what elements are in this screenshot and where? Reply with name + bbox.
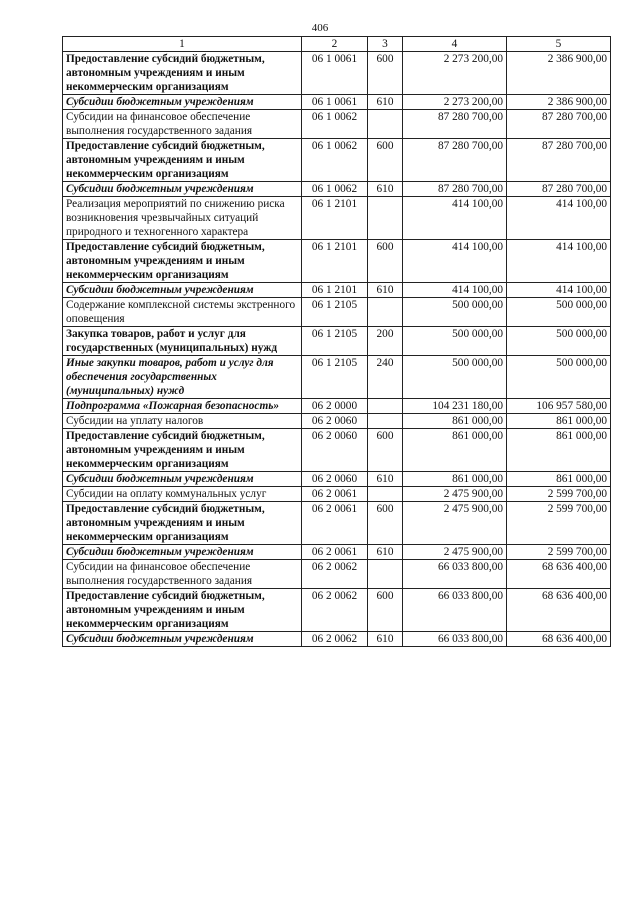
row-type-cell: 600: [368, 502, 403, 545]
table-row: [63, 197, 611, 240]
row-value-2024-cell: 861 000,00: [507, 472, 611, 487]
row-value-2024-cell: 87 280 700,00: [507, 110, 611, 139]
row-value-2024-cell: 2 386 900,00: [507, 52, 611, 95]
table-row: [63, 589, 611, 632]
row-code-cell: 06 2 0062: [302, 632, 368, 647]
row-code-cell: 06 2 0062: [302, 589, 368, 632]
row-type-cell: 600: [368, 139, 403, 182]
table-row: [63, 472, 611, 487]
column-header: 5: [507, 37, 611, 52]
row-name-cell: Субсидии бюджетным учреждениям: [63, 95, 302, 110]
row-type-cell: [368, 298, 403, 327]
table-row: [63, 560, 611, 589]
row-value-2024-cell: 861 000,00: [507, 414, 611, 429]
row-name-cell: Субсидии на уплату налогов: [63, 414, 302, 429]
row-value-2023-cell: 66 033 800,00: [403, 632, 507, 647]
row-value-2023-cell: 2 475 900,00: [403, 545, 507, 560]
table-row: [63, 632, 611, 647]
row-name-cell: Иные закупки товаров, работ и услуг для обеспечения государственных (муниципальных) нужд: [63, 356, 302, 399]
row-value-2023-cell: 87 280 700,00: [403, 139, 507, 182]
row-value-2024-cell: 68 636 400,00: [507, 560, 611, 589]
row-value-2024-cell: 500 000,00: [507, 298, 611, 327]
row-value-2023-cell: 861 000,00: [403, 414, 507, 429]
row-code-cell: 06 2 0061: [302, 545, 368, 560]
row-name-cell: Предоставление субсидий бюджетным, автономным учреждениям и иным некоммерческим организациям: [63, 52, 302, 95]
row-value-2023-cell: 87 280 700,00: [403, 110, 507, 139]
column-header: 2: [302, 37, 368, 52]
row-code-cell: 06 1 2101: [302, 283, 368, 298]
row-name-cell: Субсидии бюджетным учреждениям: [63, 632, 302, 647]
row-value-2023-cell: 66 033 800,00: [403, 560, 507, 589]
column-header: 3: [368, 37, 403, 52]
row-value-2023-cell: 500 000,00: [403, 298, 507, 327]
column-header: 4: [403, 37, 507, 52]
row-code-cell: 06 1 0062: [302, 182, 368, 197]
row-value-2023-cell: 2 475 900,00: [403, 502, 507, 545]
row-code-cell: 06 2 0061: [302, 487, 368, 502]
table-row: [63, 298, 611, 327]
row-value-2024-cell: 87 280 700,00: [507, 139, 611, 182]
row-name-cell: Субсидии на финансовое обеспечение выполнения государственного задания: [63, 110, 302, 139]
row-type-cell: 610: [368, 632, 403, 647]
row-code-cell: 06 2 0060: [302, 429, 368, 472]
row-value-2024-cell: 68 636 400,00: [507, 589, 611, 632]
row-type-cell: [368, 110, 403, 139]
row-value-2023-cell: 2 273 200,00: [403, 95, 507, 110]
row-name-cell: Субсидии бюджетным учреждениям: [63, 545, 302, 560]
row-type-cell: [368, 414, 403, 429]
table-row: [63, 487, 611, 502]
row-value-2024-cell: 500 000,00: [507, 327, 611, 356]
row-value-2023-cell: 500 000,00: [403, 327, 507, 356]
row-name-cell: Субсидии бюджетным учреждениям: [63, 283, 302, 298]
row-code-cell: 06 2 0060: [302, 414, 368, 429]
row-code-cell: 06 1 2105: [302, 298, 368, 327]
row-type-cell: 600: [368, 240, 403, 283]
row-name-cell: Предоставление субсидий бюджетным, автономным учреждениям и иным некоммерческим организациям: [63, 502, 302, 545]
row-type-cell: 610: [368, 283, 403, 298]
row-code-cell: 06 1 2105: [302, 327, 368, 356]
row-type-cell: [368, 197, 403, 240]
row-name-cell: Содержание комплексной системы экстренного оповещения: [63, 298, 302, 327]
row-code-cell: 06 2 0060: [302, 472, 368, 487]
row-code-cell: 06 2 0000: [302, 399, 368, 414]
row-code-cell: 06 1 0062: [302, 139, 368, 182]
table-row: [63, 399, 611, 414]
row-value-2024-cell: 500 000,00: [507, 356, 611, 399]
row-value-2024-cell: 87 280 700,00: [507, 182, 611, 197]
row-name-cell: Субсидии бюджетным учреждениям: [63, 182, 302, 197]
row-value-2023-cell: 414 100,00: [403, 197, 507, 240]
row-name-cell: Предоставление субсидий бюджетным, автономным учреждениям и иным некоммерческим организациям: [63, 429, 302, 472]
row-code-cell: 06 1 2105: [302, 356, 368, 399]
row-name-cell: Предоставление субсидий бюджетным, автономным учреждениям и иным некоммерческим организациям: [63, 240, 302, 283]
row-value-2024-cell: 414 100,00: [507, 283, 611, 298]
row-type-cell: 200: [368, 327, 403, 356]
row-value-2023-cell: 861 000,00: [403, 472, 507, 487]
row-code-cell: 06 1 2101: [302, 197, 368, 240]
row-type-cell: 600: [368, 589, 403, 632]
row-type-cell: 610: [368, 472, 403, 487]
row-value-2024-cell: 2 599 700,00: [507, 487, 611, 502]
table-row: [63, 240, 611, 283]
row-type-cell: [368, 399, 403, 414]
row-value-2023-cell: 104 231 180,00: [403, 399, 507, 414]
table-row: [63, 429, 611, 472]
row-type-cell: 610: [368, 545, 403, 560]
page-number: 406: [311, 22, 329, 34]
table-body: [63, 52, 611, 647]
row-name-cell: Предоставление субсидий бюджетным, автономным учреждениям и иным некоммерческим организациям: [63, 589, 302, 632]
row-name-cell: Субсидии на финансовое обеспечение выполнения государственного задания: [63, 560, 302, 589]
row-value-2023-cell: 2 475 900,00: [403, 487, 507, 502]
table-row: [63, 52, 611, 95]
table-row: [63, 545, 611, 560]
row-value-2023-cell: 2 273 200,00: [403, 52, 507, 95]
row-code-cell: 06 1 2101: [302, 240, 368, 283]
row-value-2024-cell: 106 957 580,00: [507, 399, 611, 414]
table-row: [63, 139, 611, 182]
row-code-cell: 06 2 0062: [302, 560, 368, 589]
row-code-cell: 06 2 0061: [302, 502, 368, 545]
row-value-2023-cell: 500 000,00: [403, 356, 507, 399]
row-type-cell: [368, 560, 403, 589]
row-value-2023-cell: 861 000,00: [403, 429, 507, 472]
row-type-cell: 240: [368, 356, 403, 399]
row-value-2024-cell: 861 000,00: [507, 429, 611, 472]
row-value-2024-cell: 414 100,00: [507, 197, 611, 240]
row-name-cell: Реализация мероприятий по снижению риска возникновения чрезвычайных ситуаций природного и техногенного характера: [63, 197, 302, 240]
row-value-2024-cell: 68 636 400,00: [507, 632, 611, 647]
row-value-2024-cell: 414 100,00: [507, 240, 611, 283]
row-code-cell: 06 1 0062: [302, 110, 368, 139]
row-name-cell: Субсидии бюджетным учреждениям: [63, 472, 302, 487]
row-value-2024-cell: 2 599 700,00: [507, 545, 611, 560]
table-header-row: [63, 37, 611, 52]
row-code-cell: 06 1 0061: [302, 52, 368, 95]
row-value-2024-cell: 2 599 700,00: [507, 502, 611, 545]
row-value-2024-cell: 2 386 900,00: [507, 95, 611, 110]
column-header: 1: [63, 37, 302, 52]
table-row: [63, 502, 611, 545]
row-type-cell: 600: [368, 429, 403, 472]
table-row: [63, 95, 611, 110]
row-type-cell: 610: [368, 182, 403, 197]
table-row: [63, 414, 611, 429]
row-type-cell: [368, 487, 403, 502]
row-value-2023-cell: 414 100,00: [403, 240, 507, 283]
table-row: [63, 182, 611, 197]
row-type-cell: 600: [368, 52, 403, 95]
table-row: [63, 283, 611, 298]
row-type-cell: 610: [368, 95, 403, 110]
row-value-2023-cell: 414 100,00: [403, 283, 507, 298]
table-row: [63, 327, 611, 356]
row-value-2023-cell: 87 280 700,00: [403, 182, 507, 197]
row-code-cell: 06 1 0061: [302, 95, 368, 110]
table-row: [63, 110, 611, 139]
table-row: [63, 356, 611, 399]
row-name-cell: Подпрограмма «Пожарная безопасность»: [63, 399, 302, 414]
row-name-cell: Предоставление субсидий бюджетным, автономным учреждениям и иным некоммерческим организациям: [63, 139, 302, 182]
row-name-cell: Закупка товаров, работ и услуг для государственных (муниципальных) нужд: [63, 327, 302, 356]
budget-table: [62, 36, 611, 647]
row-value-2023-cell: 66 033 800,00: [403, 589, 507, 632]
row-name-cell: Субсидии на оплату коммунальных услуг: [63, 487, 302, 502]
